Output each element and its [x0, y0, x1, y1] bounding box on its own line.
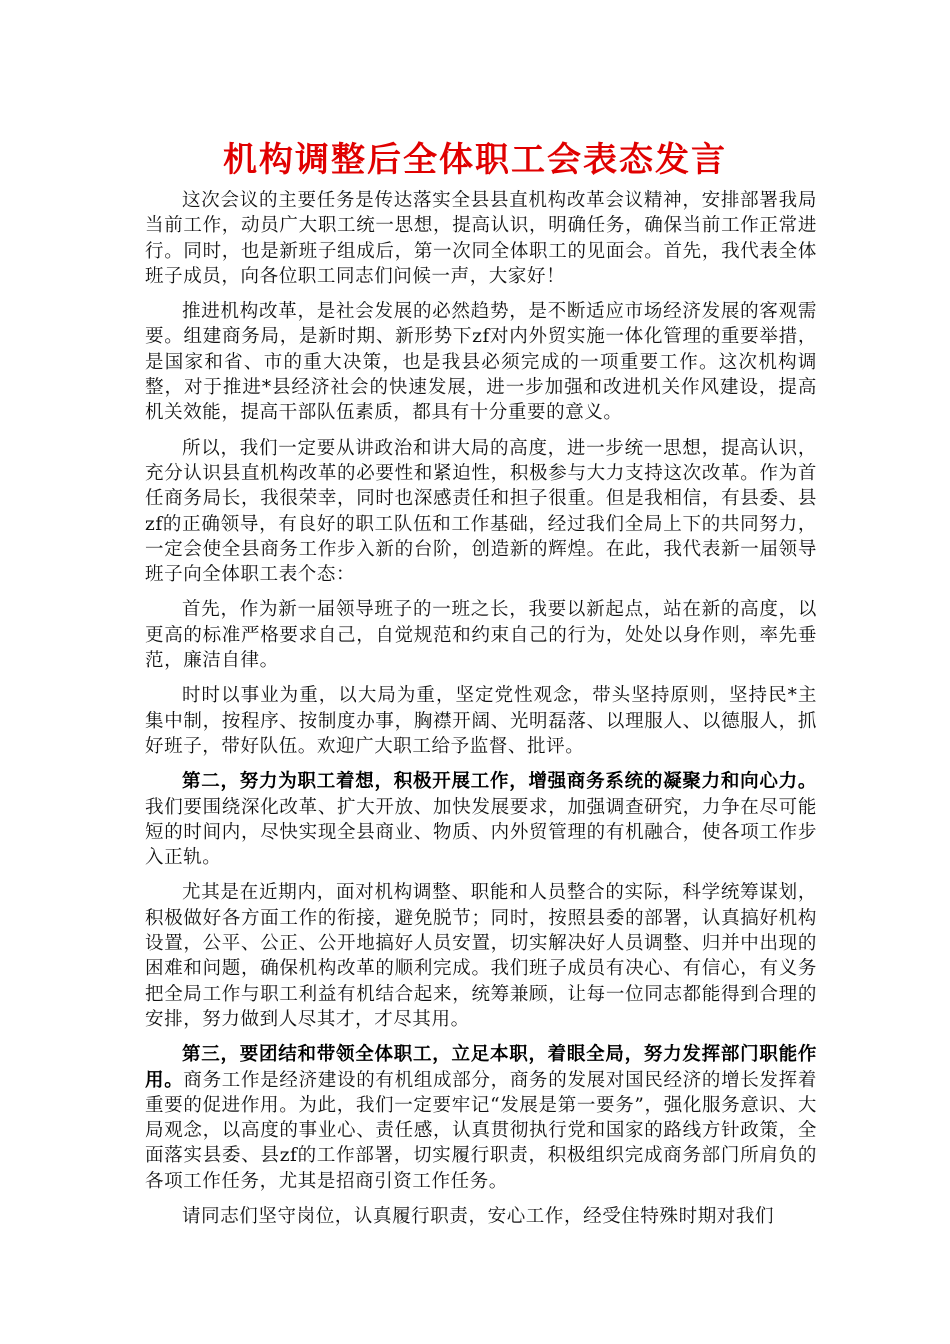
paragraph	[145, 188, 817, 289]
paragraph	[145, 683, 817, 759]
paragraph-text: 尤其是在近期内，面对机构调整、职能和人员整合的实际，科学统筹谋划，积极做好各方面工作的衔接，避免脱节；同时，按照县委的部署，认真搞好机构设置，公平、公正、公开地搞好人员安置，切实解决好人员调整、归并中出现的困难和问题，确保机构改革的顺利完成。我们班子成员有决心、有信心，有义务把全局工作与职工利益有机结合起来，统筹兼顾，让每一位同志都能得到合理的安排，努力做到人尽其才，才尽其用。	[145, 882, 817, 1030]
paragraph-text: 时时以事业为重，以大局为重，坚定党性观念，带头坚持原则，坚持民*主集中制，按程序、按制度办事，胸襟开阔、光明磊落、以理服人、以德服人，抓好班子，带好队伍。欢迎广大职工给予监督、批评。	[145, 685, 817, 757]
paragraph-text: 这次会议的主要任务是传达落实全县县直机构改革会议精神，安排部署我局当前工作，动员广大职工统一思想，提高认识，明确任务，确保当前工作正常进行。同时，也是新班子组成后，第一次同全体职工的见面会。首先，我代表全体班子成员，向各位职工同志们问候一声，大家好！	[145, 190, 817, 287]
document-body	[145, 188, 817, 1239]
paragraph-bold-lead: 第二，努力为职工着想，积极开展工作，增强商务系统的凝聚力和向心力。	[182, 771, 817, 793]
paragraph	[145, 880, 817, 1032]
document-title: 机构调整后全体职工会表态发言	[223, 140, 727, 180]
paragraph	[145, 597, 817, 673]
paragraph-text: 首先，作为新一届领导班子的一班之长，我要以新起点，站在新的高度，以更高的标准严格要求自己，自觉规范和约束自己的行为，处处以身作则，率先垂范，廉洁自律。	[145, 599, 817, 672]
paragraph-text: 所以，我们一定要从讲政治和讲大局的高度，进一步统一思想，提高认识，充分认识县直机构改革的必要性和紧迫性，积极参与大力支持这次改革。作为首任商务局长，我很荣幸，同时也深感责任和担子很重。但是我相信，有县委、县zf的正确领导，有良好的职工队伍和工作基础，经过我们全局上下的共同努力，一定会使全县商务工作步入新的台阶，创造新的辉煌。在此，我代表新一届领导班子向全体职工表个态：	[145, 437, 817, 586]
paragraph-text: 我们要围绕深化改革、扩大开放、加快发展要求，加强调查研究，力争在尽可能短的时间内，尽快实现全县商业、物质、内外贸管理的有机融合，使各项工作步入正轨。	[145, 796, 817, 869]
paragraph-bold-lead: 第三，要团结和带领全体职工，立足本职，着眼全局，努力发挥部门职能作用。	[145, 1044, 817, 1091]
paragraph	[145, 769, 817, 870]
paragraph	[145, 299, 817, 425]
paragraph-text: 商务工作是经济建设的有机组成部分，商务的发展对国民经济的增长发挥着重要的促进作用。为此，我们一定要牢记“发展是第一要务”，强化服务意识、大局观念，以高度的事业心、责任感，认真贯彻执行党和国家的路线方针政策，全面落实县委、县zf的工作部署，切实履行职责，积极组织完成商务部门所肩负的各项工作任务，尤其是招商引资工作任务。	[145, 1069, 817, 1192]
paragraph-text: 请同志们坚守岗位，认真履行职责，安心工作，经受住特殊时期对我们	[182, 1205, 775, 1227]
paragraph	[145, 1042, 817, 1194]
paragraph-text: 推进机构改革，是社会发展的必然趋势，是不断适应市场经济发展的客观需要。组建商务局，是新时期、新形势下zf对内外贸实施一体化管理的重要举措，是国家和省、市的重大决策，也是我县必须完成的一项重要工作。这次机构调整，对于推进*县经济社会的快速发展，进一步加强和改进机关作风建设，提高机关效能，提高干部队伍素质，都具有十分重要的意义。	[145, 301, 817, 424]
paragraph	[145, 1204, 817, 1229]
paragraph	[145, 436, 817, 588]
